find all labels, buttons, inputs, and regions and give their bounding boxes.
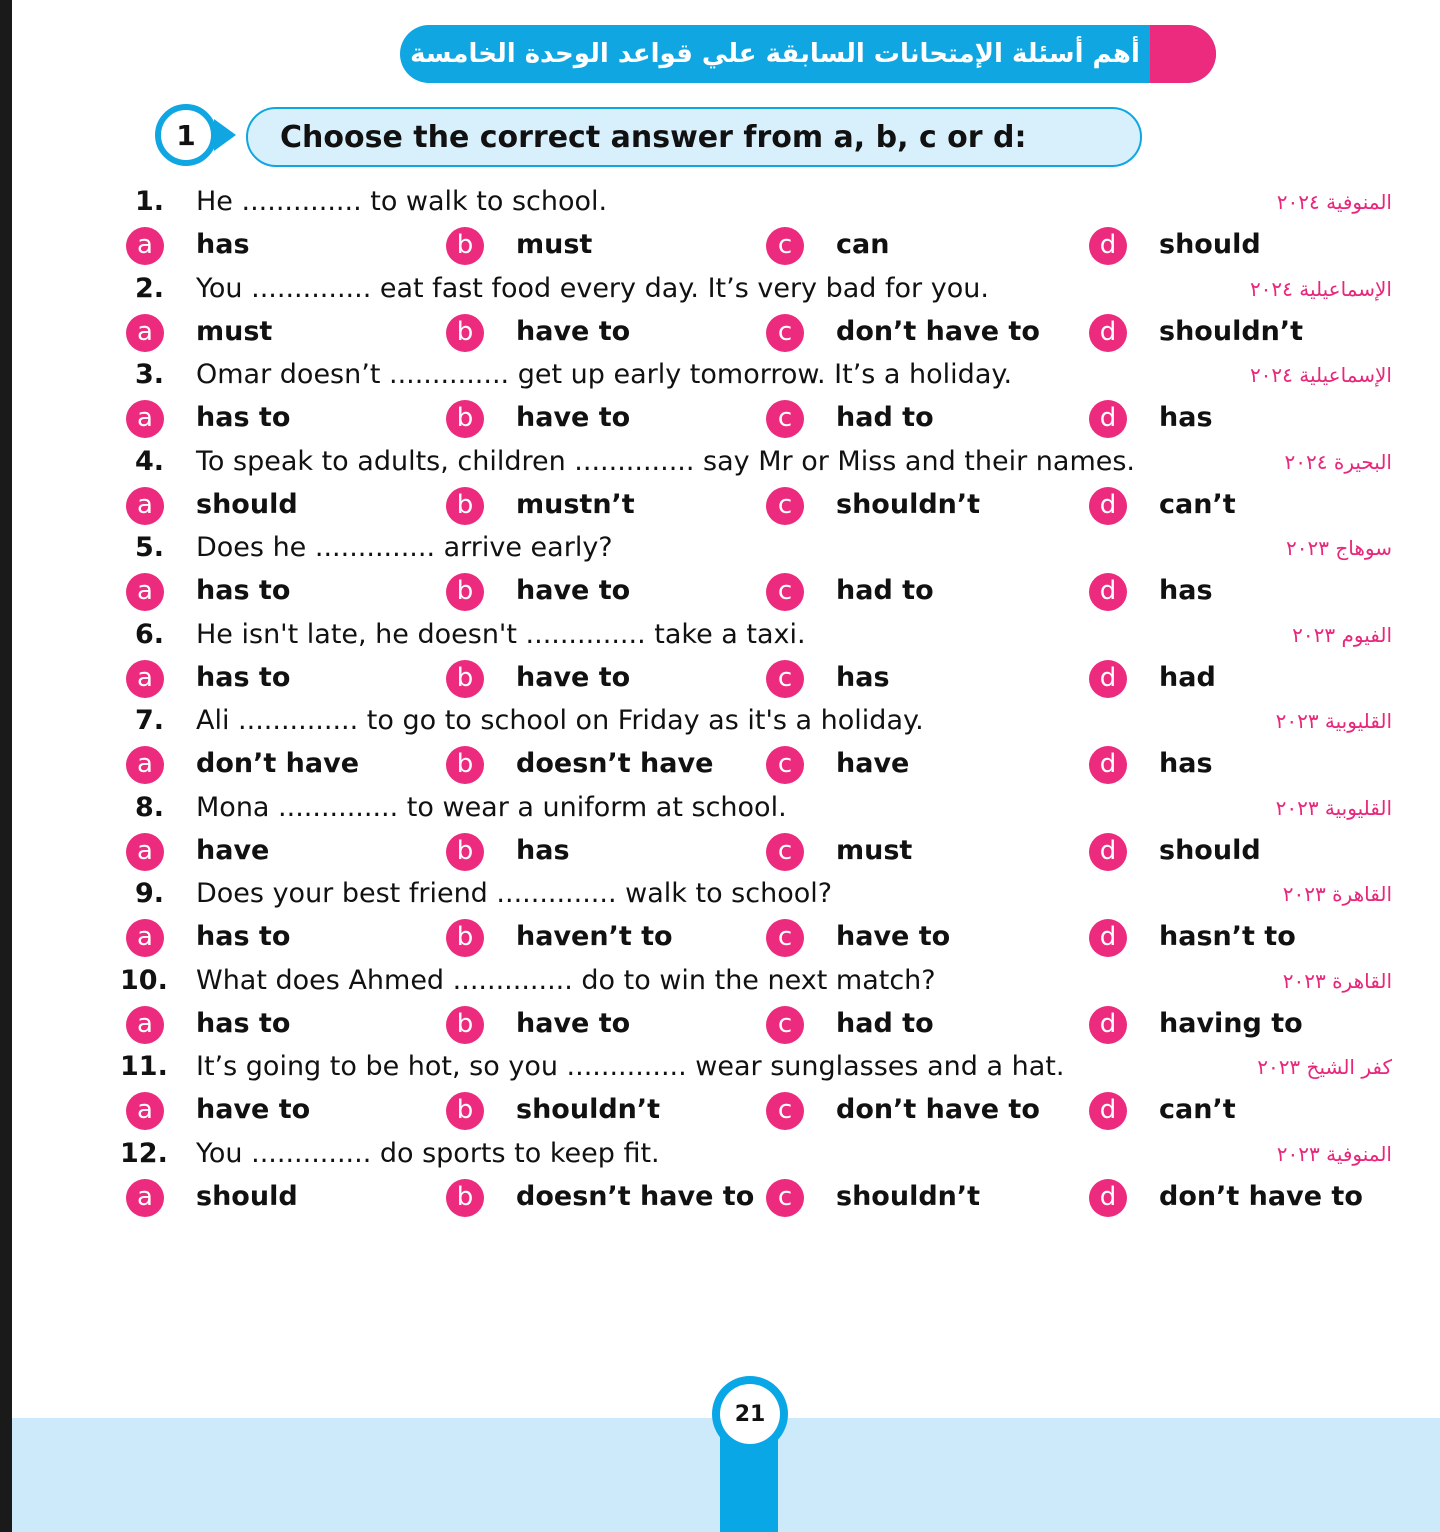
option-text: have to: [516, 316, 631, 347]
option-text: doesn’t have: [516, 748, 714, 779]
option-text: has to: [196, 662, 291, 693]
question-number: 4.: [134, 446, 164, 477]
option-text: must: [836, 835, 913, 866]
option-text: must: [516, 229, 593, 260]
question-number: 8.: [134, 792, 164, 823]
header-banner: [400, 25, 1216, 83]
option-letter-badge: d: [1089, 1092, 1127, 1130]
question-row: [0, 181, 1440, 223]
option-text: have to: [516, 662, 631, 693]
question-source: الإسماعيلية ٢٠٢٤: [1249, 363, 1392, 387]
option-letter-badge: c: [766, 573, 804, 611]
option-text: mustn’t: [516, 489, 635, 520]
option-text: has to: [196, 575, 291, 606]
option-text: can’t: [1159, 489, 1236, 520]
option-letter-badge: b: [446, 400, 484, 438]
question-number: 7.: [134, 705, 164, 736]
option-text: having to: [1159, 1008, 1303, 1039]
option-text: don’t have to: [1159, 1181, 1363, 1212]
option-text: hasn’t to: [1159, 921, 1296, 952]
question-row: [0, 700, 1440, 742]
option-letter-badge: c: [766, 919, 804, 957]
option-text: had to: [836, 1008, 934, 1039]
question-row: [0, 873, 1440, 915]
option-letter-badge: a: [126, 660, 164, 698]
options-row: [0, 657, 1440, 699]
option-letter-badge: c: [766, 660, 804, 698]
option-letter-badge: b: [446, 487, 484, 525]
question-number: 1.: [134, 186, 164, 217]
options-row: [0, 484, 1440, 526]
option-text: had: [1159, 662, 1216, 693]
question-row: [0, 268, 1440, 310]
question-text: To speak to adults, children .............. say Mr or Miss and their names.: [196, 446, 1136, 477]
option-text: have to: [516, 575, 631, 606]
option-letter-badge: a: [126, 314, 164, 352]
option-letter-badge: a: [126, 1006, 164, 1044]
option-text: don’t have to: [836, 316, 1040, 347]
question-number: 11.: [120, 1051, 168, 1082]
options-row: [0, 1003, 1440, 1045]
option-letter-badge: d: [1089, 833, 1127, 871]
page-number: 21: [720, 1384, 780, 1444]
options-row: [0, 570, 1440, 612]
option-text: has: [1159, 575, 1213, 606]
option-letter-badge: d: [1089, 487, 1127, 525]
option-text: can’t: [1159, 1094, 1236, 1125]
options-row: [0, 916, 1440, 958]
question-number: 9.: [134, 878, 164, 909]
option-text: has: [516, 835, 570, 866]
option-text: has to: [196, 921, 291, 952]
question-source: الإسماعيلية ٢٠٢٤: [1249, 277, 1392, 301]
question-text: He .............. to walk to school.: [196, 186, 608, 217]
question-text: Does he .............. arrive early?: [196, 532, 613, 563]
question-row: [0, 527, 1440, 569]
question-text: Does your best friend .............. walk to school?: [196, 878, 833, 909]
options-row: [0, 743, 1440, 785]
question-text: Mona .............. to wear a uniform at school.: [196, 792, 787, 823]
question-source: كفر الشيخ ٢٠٢٣: [1257, 1055, 1392, 1079]
question-text: It’s going to be hot, so you .............. wear sunglasses and a hat.: [196, 1051, 1065, 1082]
question-row: [0, 614, 1440, 656]
question-number: 10.: [120, 965, 168, 996]
option-text: should: [1159, 835, 1261, 866]
option-letter-badge: d: [1089, 573, 1127, 611]
question-text: Omar doesn’t .............. get up early tomorrow. It’s a holiday.: [196, 359, 1013, 390]
option-letter-badge: d: [1089, 1006, 1127, 1044]
option-letter-badge: b: [446, 573, 484, 611]
option-letter-badge: c: [766, 400, 804, 438]
banner-title: أهم أسئلة الإمتحانات السابقة علي قواعد الوحدة الخامسة: [410, 39, 1140, 69]
option-letter-badge: b: [446, 833, 484, 871]
options-row: [0, 830, 1440, 872]
option-letter-badge: a: [126, 1092, 164, 1130]
option-letter-badge: a: [126, 487, 164, 525]
question-text: You .............. eat fast food every day. It’s very bad for you.: [196, 273, 989, 304]
question-text: He isn't late, he doesn't .............. take a taxi.: [196, 619, 806, 650]
option-letter-badge: c: [766, 487, 804, 525]
option-text: have: [836, 748, 910, 779]
question-text: Ali .............. to go to school on Friday as it's a holiday.: [196, 705, 924, 736]
option-text: has: [836, 662, 890, 693]
option-letter-badge: c: [766, 1006, 804, 1044]
option-text: have to: [516, 1008, 631, 1039]
section-instruction: Choose the correct answer from a, b, c or d:: [246, 107, 1142, 167]
question-source: الفيوم ٢٠٢٣: [1292, 623, 1392, 647]
option-letter-badge: c: [766, 314, 804, 352]
option-letter-badge: d: [1089, 919, 1127, 957]
option-letter-badge: d: [1089, 746, 1127, 784]
question-row: [0, 960, 1440, 1002]
option-text: had to: [836, 402, 934, 433]
option-letter-badge: d: [1089, 314, 1127, 352]
option-text: has to: [196, 1008, 291, 1039]
option-text: shouldn’t: [836, 489, 981, 520]
question-source: المنوفية ٢٠٢٤: [1276, 190, 1392, 214]
option-text: shouldn’t: [516, 1094, 661, 1125]
option-text: can: [836, 229, 890, 260]
question-row: [0, 1133, 1440, 1175]
question-source: القاهرة ٢٠٢٣: [1282, 882, 1392, 906]
option-letter-badge: a: [126, 919, 164, 957]
option-text: doesn’t have to: [516, 1181, 755, 1212]
option-text: should: [196, 489, 298, 520]
question-number: 12.: [120, 1138, 168, 1169]
question-row: [0, 441, 1440, 483]
option-letter-badge: d: [1089, 1179, 1127, 1217]
option-text: have: [196, 835, 270, 866]
question-source: المنوفية ٢٠٢٣: [1276, 1142, 1392, 1166]
options-row: [0, 224, 1440, 266]
option-text: has: [1159, 402, 1213, 433]
option-letter-badge: a: [126, 573, 164, 611]
option-text: has to: [196, 402, 291, 433]
option-letter-badge: a: [126, 227, 164, 265]
options-row: [0, 1176, 1440, 1218]
option-letter-badge: b: [446, 919, 484, 957]
question-number: 5.: [134, 532, 164, 563]
option-letter-badge: b: [446, 314, 484, 352]
option-letter-badge: a: [126, 400, 164, 438]
question-text: What does Ahmed .............. do to win the next match?: [196, 965, 936, 996]
section-number: 1: [155, 104, 217, 166]
option-text: should: [196, 1181, 298, 1212]
option-letter-badge: b: [446, 1006, 484, 1044]
option-letter-badge: c: [766, 746, 804, 784]
option-text: have to: [836, 921, 951, 952]
question-number: 6.: [134, 619, 164, 650]
option-text: must: [196, 316, 273, 347]
option-text: have to: [516, 402, 631, 433]
option-letter-badge: c: [766, 1179, 804, 1217]
option-letter-badge: c: [766, 833, 804, 871]
option-letter-badge: a: [126, 1179, 164, 1217]
option-letter-badge: c: [766, 1092, 804, 1130]
option-letter-badge: b: [446, 660, 484, 698]
question-number: 2.: [134, 273, 164, 304]
option-letter-badge: c: [766, 227, 804, 265]
page-number-badge: [712, 1376, 788, 1452]
option-letter-badge: b: [446, 1179, 484, 1217]
question-text: You .............. do sports to keep fit.: [196, 1138, 660, 1169]
option-letter-badge: b: [446, 1092, 484, 1130]
option-text: have to: [196, 1094, 311, 1125]
question-source: سوهاج ٢٠٢٣: [1286, 536, 1392, 560]
option-text: has: [1159, 748, 1213, 779]
options-row: [0, 311, 1440, 353]
option-text: don’t have to: [836, 1094, 1040, 1125]
option-text: shouldn’t: [836, 1181, 981, 1212]
option-text: haven’t to: [516, 921, 673, 952]
question-row: [0, 1046, 1440, 1088]
options-row: [0, 397, 1440, 439]
question-source: القاهرة ٢٠٢٣: [1282, 969, 1392, 993]
option-letter-badge: b: [446, 746, 484, 784]
question-source: البحيرة ٢٠٢٤: [1284, 450, 1392, 474]
option-text: had to: [836, 575, 934, 606]
option-letter-badge: d: [1089, 660, 1127, 698]
option-text: has: [196, 229, 250, 260]
option-letter-badge: d: [1089, 400, 1127, 438]
question-row: [0, 354, 1440, 396]
option-text: shouldn’t: [1159, 316, 1304, 347]
banner-pink-accent: [1150, 25, 1216, 83]
section-arrow-icon: [214, 119, 236, 151]
option-letter-badge: a: [126, 746, 164, 784]
question-number: 3.: [134, 359, 164, 390]
options-row: [0, 1089, 1440, 1131]
option-letter-badge: d: [1089, 227, 1127, 265]
option-letter-badge: a: [126, 833, 164, 871]
option-letter-badge: b: [446, 227, 484, 265]
option-text: don’t have: [196, 748, 360, 779]
question-row: [0, 787, 1440, 829]
question-source: القليوبية ٢٠٢٣: [1275, 709, 1392, 733]
question-source: القليوبية ٢٠٢٣: [1275, 796, 1392, 820]
option-text: should: [1159, 229, 1261, 260]
